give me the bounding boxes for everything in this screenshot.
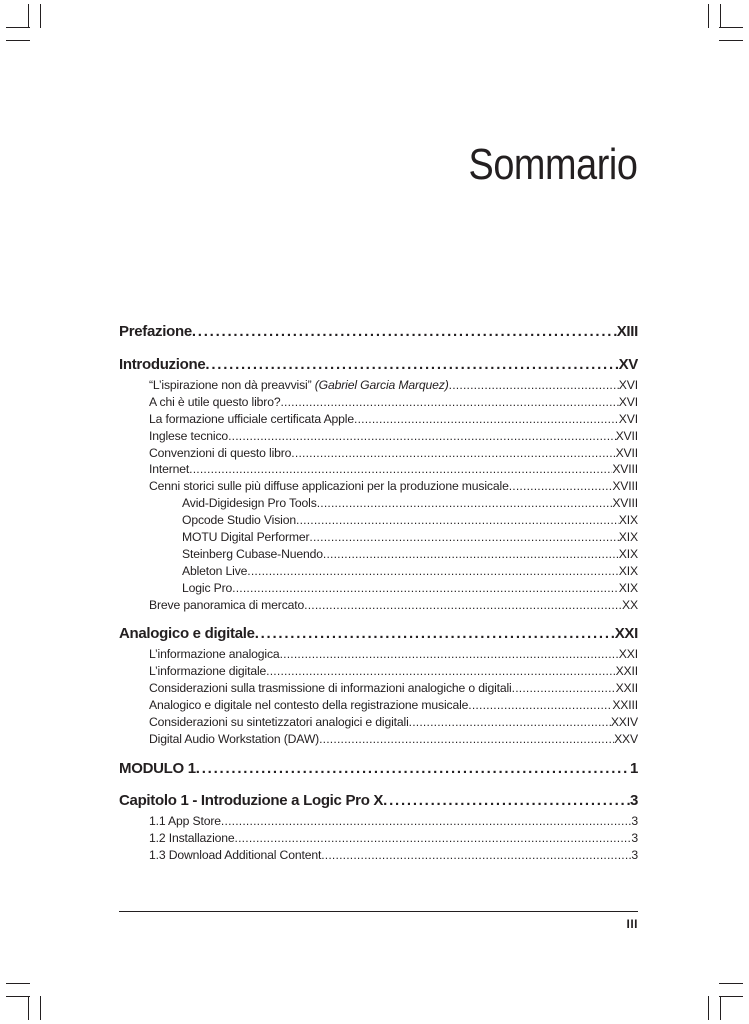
toc-leader-dots: [296, 512, 619, 529]
crop-mark: [719, 40, 743, 41]
toc-leader-dots: [512, 680, 616, 697]
toc-entry[interactable]: [119, 813, 638, 830]
toc-entry-title-part: “L’ispirazione non dà preavvisi”: [149, 378, 315, 392]
toc-entry-page: XIX: [618, 563, 638, 578]
toc-entry[interactable]: [119, 646, 638, 663]
toc-entry-title: Logic Pro: [182, 580, 233, 595]
toc-leader-dots: [304, 597, 622, 614]
toc-section-prefazione: [119, 320, 638, 343]
toc-entry-page: XV: [618, 356, 638, 373]
toc-entry-title: Internet: [149, 462, 190, 477]
toc-entry-page: XXII: [615, 681, 638, 696]
toc-entry[interactable]: [119, 663, 638, 680]
crop-mark: [40, 996, 41, 1020]
toc-entry-page: 3: [631, 847, 638, 862]
toc-entry[interactable]: [119, 428, 638, 445]
toc-entry-page: XVII: [615, 428, 638, 443]
toc-leader-dots: [205, 353, 618, 376]
toc-entry-title: L’informazione digitale: [149, 664, 267, 679]
toc-leader-dots: [468, 697, 612, 714]
toc-leader-dots: [221, 813, 631, 830]
crop-mark: [28, 996, 29, 1020]
toc-entry-page: XVI: [618, 394, 638, 409]
toc-entry-title: 1.3 Download Additional Content: [149, 847, 322, 862]
toc-section-modulo-1: [119, 757, 638, 780]
toc-entry-title: MODULO 1: [119, 759, 196, 777]
toc-entry[interactable]: [119, 353, 638, 376]
toc-entry[interactable]: [119, 478, 638, 495]
toc-entry-page: XXIV: [610, 715, 638, 730]
toc-entry-title: Breve panoramica di mercato: [149, 597, 305, 612]
toc-leader-dots: [354, 411, 619, 428]
toc-entry[interactable]: [119, 622, 638, 645]
toc-entry-title: Analogico e digitale: [119, 625, 255, 643]
toc-entry-title: La formazione ufficiale certificata Apple: [149, 411, 354, 426]
footer-rule: [119, 911, 638, 912]
toc-entry-page: XVI: [618, 411, 638, 426]
toc-entry-page: XXI: [618, 647, 638, 662]
toc-entry-title: Introduzione: [119, 356, 206, 373]
toc-entry[interactable]: [119, 563, 638, 580]
table-of-contents: [119, 320, 638, 863]
toc-leader-dots: [291, 445, 615, 462]
toc-entry-title: Opcode Studio Vision: [182, 513, 296, 528]
toc-entry-page: 3: [631, 813, 638, 828]
crop-mark: [40, 4, 41, 28]
toc-entry[interactable]: [119, 546, 638, 563]
toc-entry-title: [149, 377, 449, 394]
toc-entry[interactable]: [119, 714, 638, 731]
toc-section-analogico-digitale: [119, 622, 638, 747]
toc-entry-title: Capitolo 1 - Introduzione a Logic Pro X: [119, 791, 384, 809]
toc-leader-dots: [228, 428, 616, 445]
toc-leader-dots: [280, 394, 618, 411]
toc-entry-page: XVIII: [612, 479, 638, 494]
toc-entry-title: Considerazioni sulla trasmissione di informazioni analogiche o digitali: [149, 681, 512, 696]
toc-leader-dots: [192, 320, 617, 343]
toc-entry[interactable]: [119, 320, 638, 343]
toc-entry-title: 1.2 Installazione: [149, 830, 235, 845]
toc-entry-title-italic: (Gabriel Garcia Marquez): [314, 378, 449, 392]
toc-entry-page: 1: [629, 759, 638, 777]
toc-entry[interactable]: [119, 495, 638, 512]
toc-entry[interactable]: [119, 847, 638, 864]
toc-entry-page: XIII: [616, 323, 638, 340]
toc-entry-page: XIX: [618, 546, 638, 561]
toc-section-introduzione: [119, 353, 638, 613]
toc-entry-title: Digital Audio Workstation (DAW): [149, 731, 320, 746]
toc-entry[interactable]: [119, 680, 638, 697]
toc-leader-dots: [449, 377, 619, 394]
toc-entry-page: XXV: [614, 731, 638, 746]
crop-mark: [6, 40, 30, 41]
toc-entry[interactable]: [119, 411, 638, 428]
toc-leader-dots: [247, 563, 619, 580]
toc-entry[interactable]: [119, 445, 638, 462]
toc-entry-page: 3: [629, 791, 638, 809]
toc-leader-dots: [280, 646, 619, 663]
toc-entry[interactable]: [119, 377, 638, 394]
toc-entry-title: Convenzioni di questo libro: [149, 445, 292, 460]
toc-entry-page: XIX: [618, 580, 638, 595]
toc-leader-dots: [383, 789, 630, 812]
crop-mark: [708, 996, 709, 1020]
toc-entry-page: XXI: [614, 625, 638, 643]
crop-mark: [28, 4, 29, 28]
crop-mark: [719, 27, 743, 28]
toc-entry-page: XXII: [615, 664, 638, 679]
crop-mark: [6, 27, 30, 28]
toc-entry-page: 3: [631, 830, 638, 845]
toc-entry[interactable]: [119, 597, 638, 614]
toc-entry-title: Prefazione: [119, 323, 192, 340]
toc-entry-page: XXIII: [612, 698, 638, 713]
toc-leader-dots: [509, 478, 613, 495]
toc-entry-page: XVI: [618, 378, 638, 392]
toc-leader-dots: [255, 622, 615, 645]
toc-entry[interactable]: [119, 461, 638, 478]
crop-mark: [6, 996, 30, 997]
toc-section-capitolo-1: [119, 789, 638, 864]
toc-entry-title: A chi è utile questo libro?: [149, 394, 281, 409]
toc-leader-dots: [309, 529, 618, 546]
toc-leader-dots: [321, 847, 631, 864]
page-title: Sommario: [468, 140, 637, 189]
crop-mark: [719, 983, 743, 984]
toc-leader-dots: [235, 830, 632, 847]
toc-leader-dots: [189, 461, 612, 478]
toc-entry-title: Inglese tecnico: [149, 428, 229, 443]
toc-entry[interactable]: [119, 789, 638, 812]
toc-entry[interactable]: [119, 580, 638, 597]
toc-entry-title: Cenni storici sulle più diffuse applicazioni per la produzione musicale: [149, 479, 509, 494]
page-number: III: [626, 917, 638, 931]
toc-entry-title: 1.1 App Store: [149, 813, 221, 828]
toc-leader-dots: [319, 731, 614, 748]
toc-entry-page: XIX: [618, 513, 638, 528]
toc-entry[interactable]: [119, 731, 638, 748]
toc-entry[interactable]: [119, 830, 638, 847]
toc-entry-title: Ableton Live: [182, 563, 248, 578]
toc-entry-title: Analogico e digitale nel contesto della registrazione musicale: [149, 698, 469, 713]
toc-leader-dots: [232, 580, 619, 597]
toc-entry-title: L’informazione analogica: [149, 647, 280, 662]
toc-entry[interactable]: [119, 529, 638, 546]
toc-entry-page: XVIII: [612, 496, 638, 511]
crop-mark: [708, 4, 709, 28]
toc-entry-page: XIX: [618, 530, 638, 545]
toc-leader-dots: [266, 663, 615, 680]
toc-leader-dots: [323, 546, 619, 563]
toc-leader-dots: [409, 714, 611, 731]
toc-entry[interactable]: [119, 512, 638, 529]
crop-mark: [720, 996, 721, 1020]
toc-entry-title: Considerazioni su sintetizzatori analogici e digitali: [149, 715, 409, 730]
toc-entry-page: XVIII: [612, 462, 638, 477]
toc-entry-page: XVII: [615, 445, 638, 460]
toc-entry[interactable]: [119, 757, 638, 780]
toc-entry-title: Avid-Digidesign Pro Tools: [182, 496, 317, 511]
crop-mark: [719, 996, 743, 997]
toc-entry-title: Steinberg Cubase-Nuendo: [182, 546, 323, 561]
toc-entry[interactable]: [119, 697, 638, 714]
crop-mark: [6, 983, 30, 984]
crop-mark: [720, 4, 721, 28]
toc-leader-dots: [196, 757, 630, 780]
toc-entry[interactable]: [119, 394, 638, 411]
toc-entry-title: MOTU Digital Performer: [182, 530, 310, 545]
toc-leader-dots: [317, 495, 613, 512]
toc-entry-page: XX: [622, 597, 638, 612]
